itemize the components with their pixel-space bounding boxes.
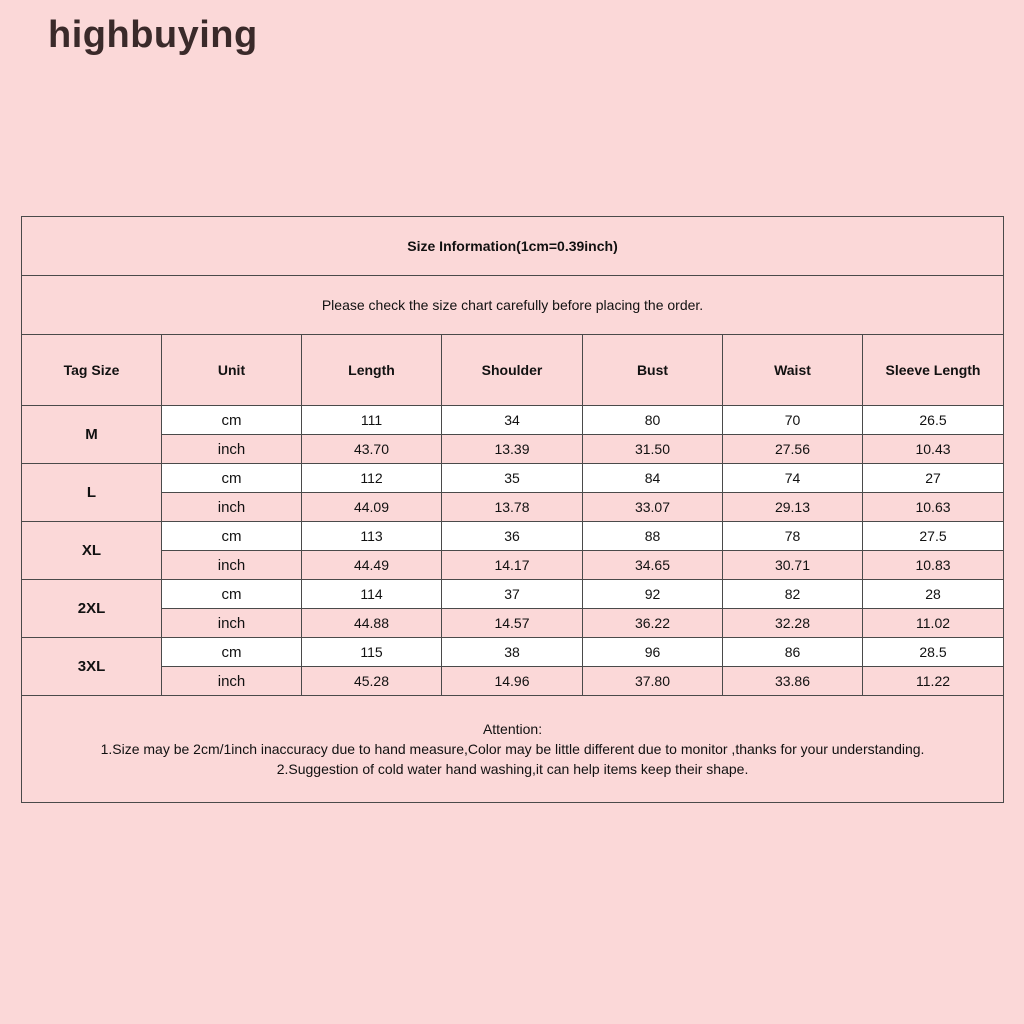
measurement-cell: 37	[442, 580, 583, 609]
attention-notes	[22, 696, 1004, 803]
measurement-cell: 10.83	[863, 551, 1004, 580]
header-length: Length	[302, 335, 442, 406]
measurement-cell: 43.70	[302, 435, 442, 464]
table-row	[22, 522, 1004, 551]
measurement-cell: 28.5	[863, 638, 1004, 667]
attention-line-1: 1.Size may be 2cm/1inch inaccuracy due to hand measure,Color may be little different due to monitor ,thanks for your understanding.	[100, 741, 925, 757]
header-row	[22, 335, 1004, 406]
brand-logo-text: highbuying	[48, 14, 258, 56]
measurement-cell: 14.57	[442, 609, 583, 638]
unit-cell: cm	[162, 580, 302, 609]
measurement-cell: 32.28	[723, 609, 863, 638]
table-row	[22, 464, 1004, 493]
size-chart-title: Size Information(1cm=0.39inch)	[22, 217, 1004, 276]
measurement-cell: 82	[723, 580, 863, 609]
tag-size-cell: 2XL	[22, 580, 162, 638]
measurement-cell: 30.71	[723, 551, 863, 580]
measurement-cell: 70	[723, 406, 863, 435]
measurement-cell: 33.86	[723, 667, 863, 696]
size-chart-notice: Please check the size chart carefully before placing the order.	[22, 276, 1004, 335]
measurement-cell: 112	[302, 464, 442, 493]
measurement-cell: 34	[442, 406, 583, 435]
measurement-cell: 78	[723, 522, 863, 551]
measurement-cell: 44.49	[302, 551, 442, 580]
unit-cell: inch	[162, 609, 302, 638]
measurement-cell: 11.02	[863, 609, 1004, 638]
measurement-cell: 10.43	[863, 435, 1004, 464]
table-row	[22, 638, 1004, 667]
measurement-cell: 88	[583, 522, 723, 551]
tag-size-cell: 3XL	[22, 638, 162, 696]
measurement-cell: 84	[583, 464, 723, 493]
measurement-cell: 96	[583, 638, 723, 667]
table-row	[22, 667, 1004, 696]
unit-cell: cm	[162, 464, 302, 493]
measurement-cell: 36	[442, 522, 583, 551]
measurement-cell: 14.17	[442, 551, 583, 580]
measurement-cell: 111	[302, 406, 442, 435]
tag-size-cell: XL	[22, 522, 162, 580]
unit-cell: cm	[162, 638, 302, 667]
measurement-cell: 33.07	[583, 493, 723, 522]
table-row	[22, 609, 1004, 638]
measurement-cell: 86	[723, 638, 863, 667]
measurement-cell: 74	[723, 464, 863, 493]
unit-cell: cm	[162, 406, 302, 435]
measurement-cell: 10.63	[863, 493, 1004, 522]
measurement-cell: 37.80	[583, 667, 723, 696]
measurement-cell: 27.5	[863, 522, 1004, 551]
measurement-cell: 31.50	[583, 435, 723, 464]
measurement-cell: 115	[302, 638, 442, 667]
measurement-cell: 29.13	[723, 493, 863, 522]
table-row	[22, 493, 1004, 522]
size-chart-table	[21, 216, 1004, 803]
measurement-cell: 114	[302, 580, 442, 609]
attention-heading: Attention:	[482, 721, 543, 737]
header-shoulder: Shoulder	[442, 335, 583, 406]
header-sleeve-length: Sleeve Length	[863, 335, 1004, 406]
measurement-cell: 11.22	[863, 667, 1004, 696]
measurement-cell: 38	[442, 638, 583, 667]
attention-line-2: 2.Suggestion of cold water hand washing,it can help items keep their shape.	[276, 761, 749, 777]
unit-cell: inch	[162, 435, 302, 464]
table-row	[22, 580, 1004, 609]
unit-cell: inch	[162, 551, 302, 580]
measurement-cell: 35	[442, 464, 583, 493]
tag-size-cell: L	[22, 464, 162, 522]
table-row	[22, 435, 1004, 464]
header-bust: Bust	[583, 335, 723, 406]
measurement-cell: 28	[863, 580, 1004, 609]
measurement-cell: 92	[583, 580, 723, 609]
measurement-cell: 34.65	[583, 551, 723, 580]
measurement-cell: 44.88	[302, 609, 442, 638]
header-tag-size: Tag Size	[22, 335, 162, 406]
measurement-cell: 44.09	[302, 493, 442, 522]
measurement-cell: 36.22	[583, 609, 723, 638]
measurement-cell: 27.56	[723, 435, 863, 464]
measurement-cell: 80	[583, 406, 723, 435]
measurement-cell: 26.5	[863, 406, 1004, 435]
tag-size-cell: M	[22, 406, 162, 464]
measurement-cell: 14.96	[442, 667, 583, 696]
measurement-cell: 113	[302, 522, 442, 551]
unit-cell: inch	[162, 667, 302, 696]
measurement-cell: 27	[863, 464, 1004, 493]
table-row	[22, 406, 1004, 435]
unit-cell: cm	[162, 522, 302, 551]
table-row	[22, 551, 1004, 580]
measurement-cell: 45.28	[302, 667, 442, 696]
unit-cell: inch	[162, 493, 302, 522]
header-unit: Unit	[162, 335, 302, 406]
measurement-cell: 13.39	[442, 435, 583, 464]
measurement-cell: 13.78	[442, 493, 583, 522]
header-waist: Waist	[723, 335, 863, 406]
